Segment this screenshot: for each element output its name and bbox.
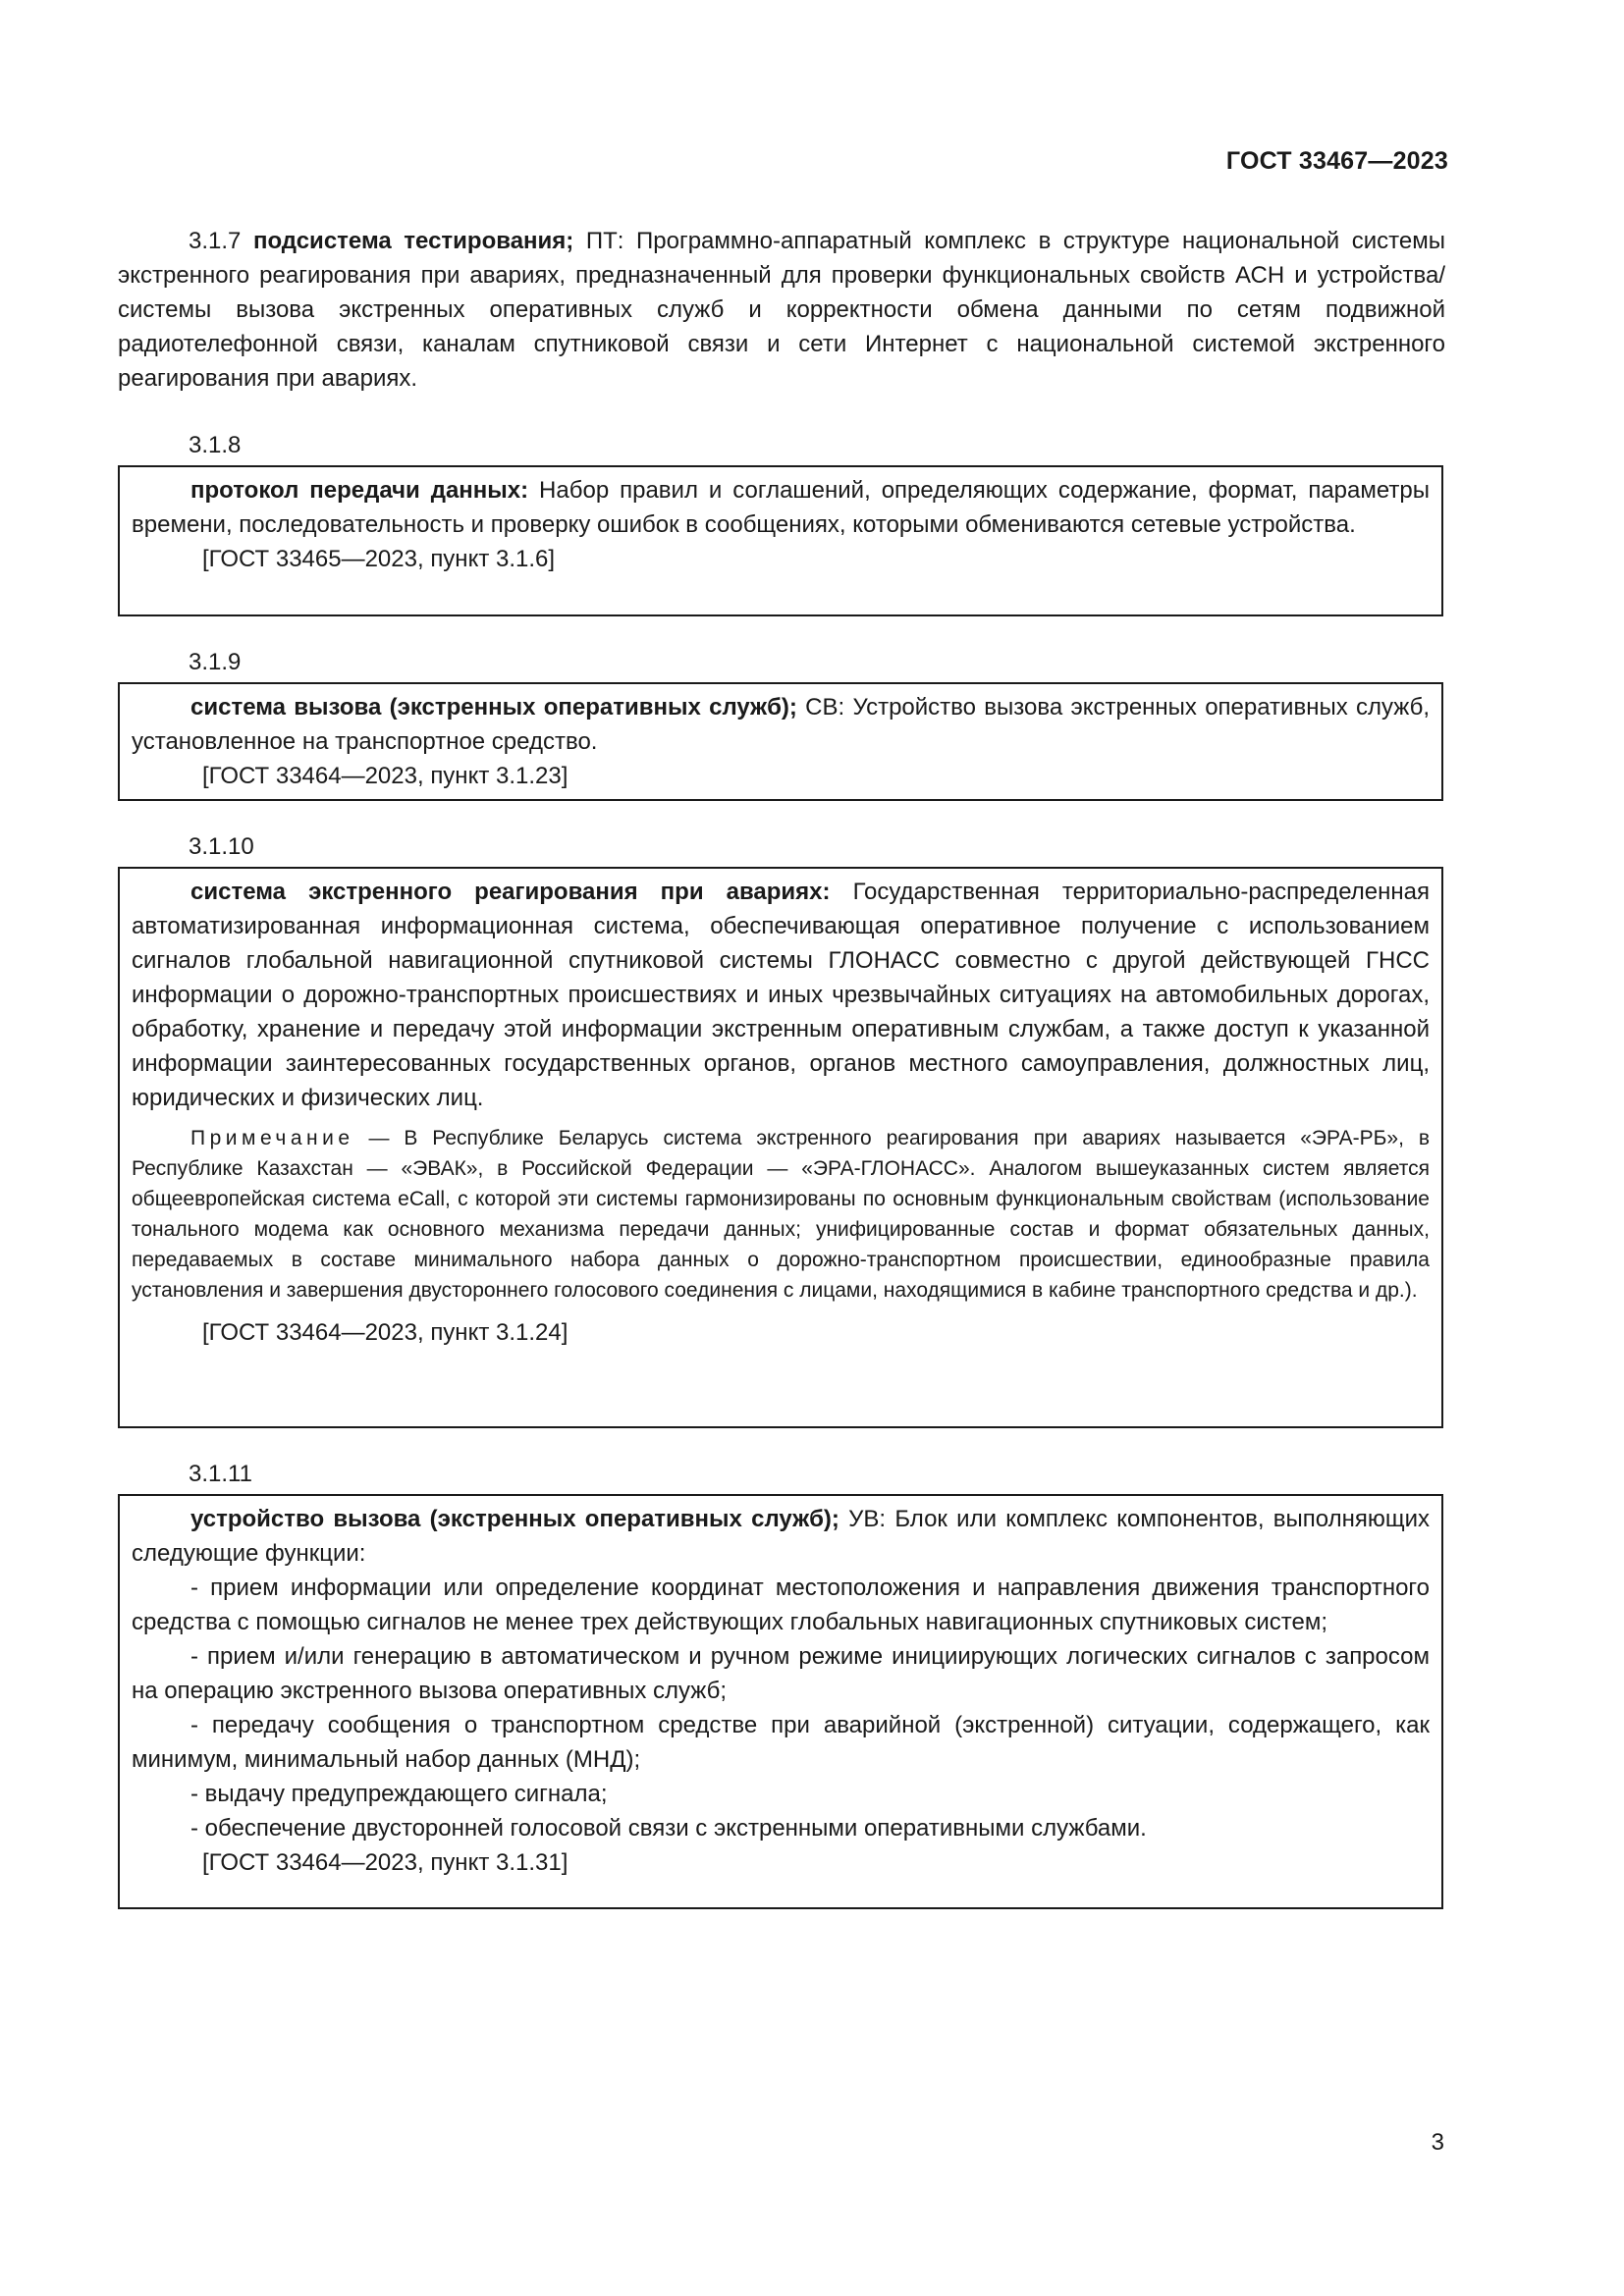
term-3-1-8-box — [118, 465, 1443, 616]
term-3-1-9-definition: СВ: Устройство вызова экстренных оперативных служб, установленное на транспортное средство. — [132, 694, 1430, 755]
term-3-1-11-source: [ГОСТ 33464—2023, пункт 3.1.31] — [202, 1849, 568, 1876]
term-3-1-11-term: устройство вызова (экстренных оперативных служб); — [190, 1506, 839, 1532]
document-code-header: ГОСТ 33467—2023 — [1225, 147, 1448, 175]
term-3-1-11-definition: УВ: Блок или комплекс компонентов, выполняющих следующие функции: — [132, 1506, 1431, 1567]
term-3-1-8-source: [ГОСТ 33465—2023, пункт 3.1.6] — [202, 546, 556, 572]
term-3-1-11-number: 3.1.11 — [189, 1461, 252, 1487]
function-list-item: - передачу сообщения о транспортном средстве при аварийной (экстренной) ситуации, содержащего, как минимум, минимальный набор данных (МНД); — [132, 1712, 1430, 1773]
term-3-1-7-definition: ПТ: Программно-аппаратный комплекс в структуре национальной системы экстренного реагирования при авариях, предназначенный для проверки функциональных свойств АСН и устройства/системы вызова экстренных оперативных служб и корректности обмена данными по сетям подвижной радиотелефонной связи, каналам спутниковой связи и сети Интернет с национальной системой экстренного реагирования при авариях. — [118, 228, 1446, 392]
term-3-1-7-number: 3.1.7 — [189, 228, 242, 254]
term-3-1-7-paragraph — [118, 224, 1445, 396]
term-3-1-8-number: 3.1.8 — [189, 432, 242, 458]
function-list-item: - прием и/или генерацию в автоматическом и ручном режиме инициирующих логических сигналов с запросом на операцию экстренного вызова оперативных служб; — [132, 1643, 1430, 1704]
term-3-1-10-note — [132, 1123, 1430, 1306]
term-3-1-9-paragraph — [132, 690, 1430, 759]
term-3-1-9-number: 3.1.9 — [189, 649, 242, 675]
term-3-1-11-box — [118, 1494, 1443, 1909]
term-3-1-9-source: [ГОСТ 33464—2023, пункт 3.1.23] — [202, 763, 568, 789]
term-3-1-8-paragraph — [132, 473, 1430, 542]
term-3-1-8-term: протокол передачи данных: — [190, 477, 529, 504]
term-3-1-9-term: система вызова (экстренных оперативных служб); — [190, 694, 797, 721]
note-text: — В Республике Беларусь система экстренного реагирования при авариях называется «ЭРА-РБ», в Республике Казахстан — «ЭВАК», в Российской Федерации — «ЭРА-ГЛОНАСС». Аналогом вышеуказанных систем является общеевропейская система eCall, с которой эти системы гармонизированы по основным функциональным свойствам (использование тонального модема как основного механизма передачи данных; унифицированные состав и формат обязательных данных, передаваемых в составе минимального набора данных о дорожно-транспортном происшествии, единообразные правила установления и завершения двустороннего голосового соединения с лицами, находящимися в кабине транспортного средства и др.). — [132, 1127, 1430, 1302]
term-3-1-7-term: подсистема тестирования; — [252, 228, 574, 254]
term-3-1-10-source: [ГОСТ 33464—2023, пункт 3.1.24] — [202, 1319, 568, 1346]
term-3-1-9-box — [118, 682, 1443, 801]
page-number: 3 — [1431, 2129, 1444, 2156]
term-3-1-11-paragraph — [132, 1502, 1430, 1571]
term-3-1-8-definition: Набор правил и соглашений, определяющих содержание, формат, параметры времени, последовательность и проверку ошибок в сообщениях, которыми обмениваются сетевые устройства. — [132, 477, 1431, 538]
term-3-1-10-term: система экстренного реагирования при авариях: — [190, 879, 831, 905]
function-list-item: - выдачу предупреждающего сигнала; — [190, 1781, 608, 1807]
note-label: Примечание — [190, 1127, 354, 1149]
term-3-1-10-box — [118, 867, 1443, 1428]
term-3-1-10-definition: Государственная территориально-распределенная автоматизированная информационная система, обеспечивающая оперативное получение с использованием сигналов глобальной навигационной спутниковой системы ГЛОНАСС совместно с другой действующей ГНСС информации о дорожно-транспортных происшествиях и иных чрезвычайных ситуациях на автомобильных дорогах, обработку, хранение и передачу этой информации экстренным оперативным службам, а также доступ к указанной информации заинтересованных государственных органов, органов местного самоуправления, должностных лиц, юридических и физических лиц. — [132, 879, 1430, 1111]
term-3-1-10-paragraph — [132, 875, 1430, 1115]
function-list-item: - обеспечение двусторонней голосовой связи с экстренными оперативными службами. — [190, 1815, 1147, 1842]
function-list-item: - прием информации или определение координат местоположения и направления движения транспортного средства с помощью сигналов не менее трех действующих глобальных навигационных спутниковых систем; — [132, 1575, 1430, 1635]
term-3-1-10-number: 3.1.10 — [189, 833, 254, 860]
